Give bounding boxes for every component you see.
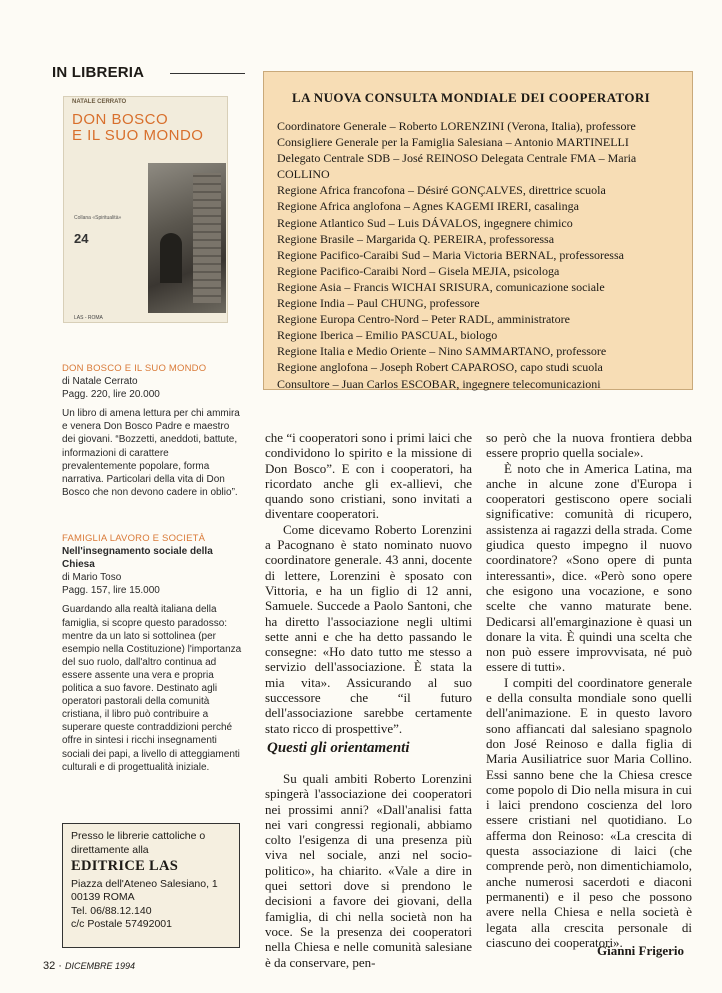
book-author: di Natale Cerrato — [62, 376, 138, 388]
book-info: Pagg. 157, lire 15.000 — [62, 585, 160, 597]
page-folio: 32 · DICEMBRE 1994 — [43, 960, 136, 972]
publisher-promo-box — [62, 823, 240, 948]
consulta-list-item: Regione India – Paul CHUNG, professore — [277, 296, 480, 311]
article-column-2 — [486, 430, 692, 950]
consulta-list-item: Regione Pacifico-Caraibi Nord – Gisela MEJIA, psicologa — [277, 263, 560, 278]
consulta-list-item: Regione Africa francofona – Désiré GONÇALVES, direttrice scuola — [277, 183, 606, 198]
article-paragraph: I compiti del coordinatore generale e della consulta mondiale sono quelli dell'animazione. E in questo lavoro sono affiancati dal salesiano spagnolo don José Reinoso e dalla figlia di Maria Ausiliatrice suor Maria Collino. Essi sanno bene che la Chiesa cresce come popolo di Dio nella misura in cui i laici prendono coscienza del loro essere cristiani nel quotidiano. Lo afferma don Reinoso: «La crescita di questa associazione di laici (che comprende però, non dimentichiamolo, anche numerosi sacerdoti e diaconi permanenti) e il peso che possono avere nella Chiesa e nella società è legata alla crescita personale di ciascuno dei cooperatori». — [486, 674, 692, 950]
promo-intro: Presso le librerie cattoliche o direttamente alla — [71, 830, 206, 856]
promo-phone: Tel. 06/88.12.140 — [71, 904, 152, 917]
promo-publisher: EDITRICE LAS — [71, 858, 179, 874]
consulta-list-item: Delegato Centrale SDB – José REINOSO Delegata Centrale FMA – Maria COLLINO — [277, 151, 637, 182]
page-number: 32 — [43, 960, 56, 972]
section-rubric: IN LIBRERIA — [52, 64, 145, 81]
cover-photo-wall — [193, 173, 221, 303]
promo-address2: 00139 ROMA — [71, 891, 135, 903]
book-title: DON BOSCO E IL SUO MONDO — [62, 363, 207, 374]
cover-series: Collana «Spiritualità» — [74, 215, 122, 221]
cover-title — [72, 112, 227, 144]
consulta-list-item: Regione anglofona – Joseph Robert CAPAROSO, capo studi scuola — [277, 360, 603, 375]
article-paragraph: Come dicevamo Roberto Lorenzini a Pacognano è stato nominato nuovo coordinatore generale. 43 anni, docente di lettere, Lorenzini è sposato con Vittoria, e ha un figlio di 12 anni, Samuele. Succede a Paolo Santoni, che ha diretto l'associazione negli ultimi sette anni e che ha detto passando le consegne: «Ho dato tutto me stesso a servizio dell'associazione. È stata la mia vita». Assicurando al suo successore che “il futuro dell'associazione sarebbe certamente stato ricco di prospettive”. — [265, 521, 472, 736]
consulta-list-item: Regione Pacifico-Caraibi Sud – Maria Victoria BERNAL, professoressa — [277, 247, 624, 262]
rubric-divider — [170, 73, 245, 74]
consulta-list-item: Coordinatore Generale – Roberto LORENZINI (Verona, Italia), professore — [277, 119, 636, 133]
article-paragraph: che “i cooperatori sono i primi laici che condividono lo spirito e la missione di Don Bosco”. E con i cooperatori, ha ricordato anche gli ex-allievi, che quando sono cristiani, sono invitati a diventare cooperatori. — [265, 430, 472, 522]
cover-author: NATALE CERRATO — [72, 99, 127, 105]
book-entry-1 — [62, 362, 242, 499]
promo-address1: Piazza dell'Ateneo Salesiano, 1 — [71, 877, 218, 890]
article-column-1b — [265, 771, 472, 970]
article-paragraph: È noto che in America Latina, ma anche in alcune zone d'Europa i cooperatori gestiscono opere sociali significative: comunità di ricupero, assistenza ai ragazzi della strada. Come giudica questo impegno il nuovo coordinatore? «Sono opere di punta interessanti», dice. «Però sono opere che esigono una vocazione, e sono scelte che vanno maturate bene. Dedicarsi all'emarginazione è quasi un donare la vita. È quindi una scelta che non può essere improvvisata, né può essere di tutti». — [486, 460, 692, 675]
book-description: Guardando alla realtà italiana della famiglia, si scopre questo paradosso: mentre da un lato si sottolinea (per esempio nella Costituzione) l'importanza del suo ruolo, dall'altro continua ad essere assente una vera e propria politica a suo favore. Destinato agli operatori pastorali della comunità cristiana, il libro può contribuire a superare queste contraddizioni perché offre in sintesi i ricchi insegnamenti sociali dei papi, a livello di atteggiamenti culturali e di progettualità iniziale. — [62, 604, 242, 773]
promo-postal: c/c Postale 57492001 — [71, 918, 172, 930]
cover-title-line2: E IL SUO MONDO — [72, 127, 204, 144]
consulta-list-item: Regione Europa Centro-Nord – Peter RADL, amministratore — [277, 312, 570, 327]
consulta-list-item: Regione Africa anglofona – Agnes KAGEMI IRERI, casalinga — [277, 199, 579, 214]
cover-number: 24 — [74, 231, 89, 246]
book-author: di Mario Toso — [62, 572, 122, 584]
consulta-heading: LA NUOVA CONSULTA MONDIALE DEI COOPERATORI — [292, 90, 651, 105]
article-paragraph: so però che la nuova frontiera debba essere proprio quella sociale». — [486, 430, 692, 461]
consulta-list-item: Regione Atlantico Sud – Luis DÁVALOS, ingegnere chimico — [277, 215, 573, 230]
book-cover — [63, 96, 228, 323]
consulta-list-item: Regione Asia – Francis WICHAI SRISURA, comunicazione sociale — [277, 279, 605, 294]
article-paragraph: Su quali ambiti Roberto Lorenzini spingerà l'associazione dei cooperatori nei prossimi anni? «Dall'analisi fatta nei vari congressi regionali, abbiamo colto l'esigenza di una presenza più viva nel sociale, anzi nel socio-politico», ha chiarito. «Vale a dire in quei settori dove si prendono le decisioni a favore dei giovani, della famiglia, di chi nella società non ha voce. Se la presenza dei cooperatori nella Chiesa e nelle comunità salesiane è da conservare, pen- — [265, 771, 472, 970]
book-title: FAMIGLIA LAVORO E SOCIETÀ — [62, 533, 206, 544]
book-info: Pagg. 220, lire 20.000 — [62, 389, 160, 401]
book-entry-2 — [62, 532, 242, 774]
cover-photo-door — [160, 233, 182, 283]
cover-photo — [148, 163, 226, 313]
article-column-1a — [265, 430, 472, 736]
consulta-list-item: Regione Iberica – Emilio PASCUAL, biologo — [277, 328, 498, 343]
article-byline: Gianni Frigerio — [597, 943, 685, 958]
consulta-list-item: Regione Brasile – Margarida Q. PEREIRA, professoressa — [277, 231, 555, 246]
book-subtitle: Nell'insegnamento sociale della Chiesa — [62, 546, 213, 571]
issue-date: DICEMBRE 1994 — [65, 961, 136, 971]
consulta-list-item: Consigliere Generale per la Famiglia Salesiana – Antonio MARTINELLI — [277, 135, 629, 150]
book-description: Un libro di amena lettura per chi ammira e venera Don Bosco Padre e maestro dei giovani. “Bozzetti, aneddoti, battute, informazioni di carattere prevalentemente popolare, forma narrativa. Particolari della vita di Don Bosco che non devono cadere in oblio”. — [62, 408, 240, 498]
cover-title-line1: DON BOSCO — [72, 111, 169, 128]
cover-publisher: LAS - ROMA — [74, 315, 103, 321]
consulta-list-item: Consultore – Juan Carlos ESCOBAR, ingegnere telecomunicazioni — [277, 376, 601, 391]
consulta-list — [277, 118, 682, 392]
article-subheading: Questi gli orientamenti — [267, 740, 410, 756]
consulta-list-item: Regione Italia e Medio Oriente – Nino SAMMARTANO, professore — [277, 344, 607, 359]
